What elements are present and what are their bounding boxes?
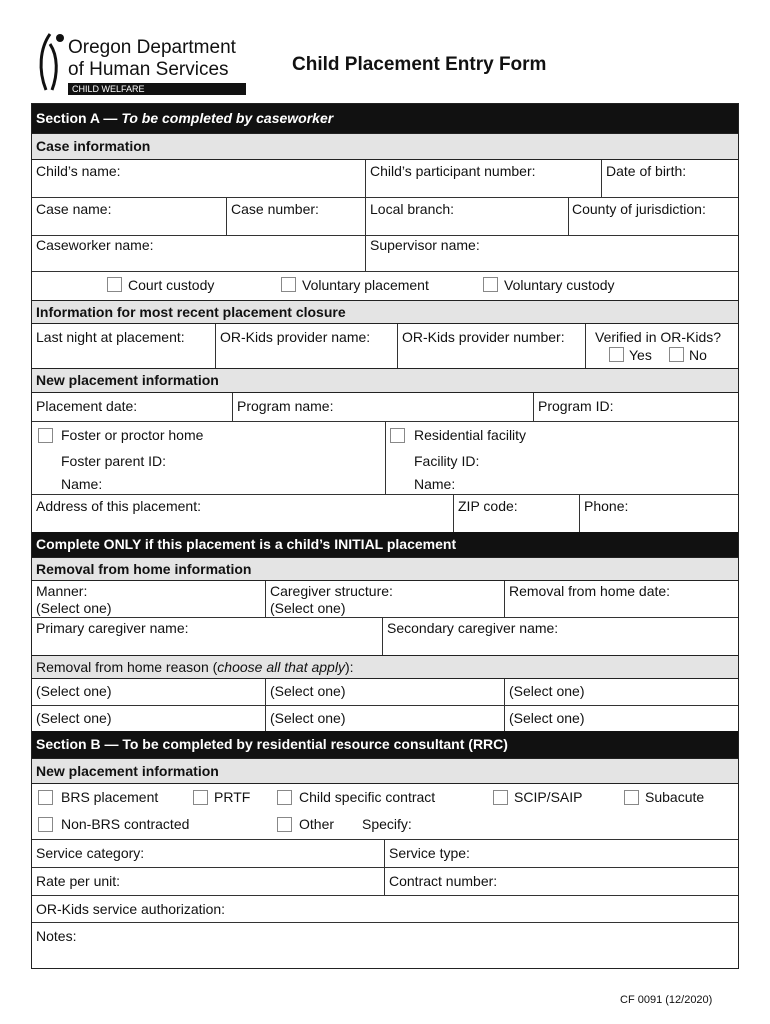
manner-select[interactable]: (Select one): [36, 600, 112, 616]
notes-field[interactable]: Notes:: [36, 928, 77, 944]
program-name-field[interactable]: Program name:: [237, 398, 334, 414]
org-name-line2: of Human Services: [68, 59, 229, 80]
provider-number-field[interactable]: OR-Kids provider number:: [402, 329, 565, 345]
facility-id-field[interactable]: Facility ID:: [414, 453, 480, 469]
divider: [365, 160, 366, 198]
other-checkbox[interactable]: [277, 817, 292, 832]
residential-label: Residential facility: [414, 427, 527, 443]
rate-field[interactable]: Rate per unit:: [36, 873, 121, 889]
reason-select-4[interactable]: (Select one): [36, 710, 112, 726]
prtf-checkbox[interactable]: [193, 790, 208, 805]
closure-heading: Information for most recent placement closure: [32, 300, 738, 324]
foster-parent-id-field[interactable]: Foster parent ID:: [61, 453, 167, 469]
reason-select-3[interactable]: (Select one): [509, 683, 585, 699]
scip-checkbox[interactable]: [493, 790, 508, 805]
divider: [32, 617, 738, 618]
divider: [585, 324, 586, 368]
divider: [32, 271, 738, 272]
scip-label: SCIP/SAIP: [514, 789, 583, 805]
voluntary-custody-checkbox[interactable]: [483, 277, 498, 292]
divider: [504, 581, 505, 617]
divider: [568, 197, 569, 235]
voluntary-placement-checkbox[interactable]: [281, 277, 296, 292]
org-division: CHILD WELFARE: [68, 83, 246, 95]
section-b-header: Section B — To be completed by residential resource consultant (RRC): [32, 731, 738, 758]
address-field[interactable]: Address of this placement:: [36, 498, 201, 514]
divider: [601, 160, 602, 198]
authorization-field[interactable]: OR-Kids service authorization:: [36, 901, 226, 917]
local-branch-field[interactable]: Local branch:: [370, 201, 455, 217]
last-night-field[interactable]: Last night at placement:: [36, 329, 185, 345]
verified-no-label: No: [689, 347, 707, 363]
court-custody-checkbox[interactable]: [107, 277, 122, 292]
divider: [579, 494, 580, 532]
caregiver-structure-select[interactable]: (Select one): [270, 600, 346, 616]
divider: [397, 324, 398, 368]
section-b-heading: New placement information: [32, 758, 738, 784]
supervisor-name-field[interactable]: Supervisor name:: [370, 237, 480, 253]
removal-heading: Removal from home information: [32, 557, 738, 581]
voluntary-custody-label: Voluntary custody: [504, 277, 615, 293]
facility-name-field[interactable]: Name:: [414, 476, 456, 492]
prtf-label: PRTF: [214, 789, 251, 805]
divider: [32, 895, 738, 896]
divider: [365, 235, 366, 271]
child-specific-checkbox[interactable]: [277, 790, 292, 805]
provider-name-field[interactable]: OR-Kids provider name:: [220, 329, 371, 345]
residential-checkbox[interactable]: [390, 428, 405, 443]
divider: [215, 324, 216, 368]
manner-label: Manner:: [36, 583, 88, 599]
divider: [265, 679, 266, 731]
caseworker-name-field[interactable]: Caseworker name:: [36, 237, 154, 253]
phone-field[interactable]: Phone:: [584, 498, 629, 514]
new-placement-heading: New placement information: [32, 368, 738, 393]
service-category-field[interactable]: Service category:: [36, 845, 145, 861]
divider: [226, 197, 227, 235]
divider: [32, 197, 738, 198]
divider: [365, 197, 366, 235]
reason-select-6[interactable]: (Select one): [509, 710, 585, 726]
section-a-title-prefix: Section A —: [36, 110, 122, 126]
non-brs-label: Non-BRS contracted: [61, 816, 190, 832]
foster-name-field[interactable]: Name:: [61, 476, 103, 492]
brs-label: BRS placement: [61, 789, 159, 805]
placement-date-field[interactable]: Placement date:: [36, 398, 138, 414]
reason-select-1[interactable]: (Select one): [36, 683, 112, 699]
verified-yes-label: Yes: [629, 347, 652, 363]
date-of-birth-field[interactable]: Date of birth:: [606, 163, 687, 179]
reason-select-5[interactable]: (Select one): [270, 710, 346, 726]
dhs-logo-icon: [36, 30, 64, 92]
divider: [32, 494, 738, 495]
primary-caregiver-field[interactable]: Primary caregiver name:: [36, 620, 189, 636]
court-custody-label: Court custody: [128, 277, 215, 293]
reason-italic: choose all that apply: [217, 659, 345, 675]
placement-form: [31, 103, 739, 969]
subacute-checkbox[interactable]: [624, 790, 639, 805]
case-name-field[interactable]: Case name:: [36, 201, 112, 217]
divider: [382, 617, 383, 655]
service-type-field[interactable]: Service type:: [389, 845, 470, 861]
childs-name-field[interactable]: Child’s name:: [36, 163, 121, 179]
divider: [32, 922, 738, 923]
child-specific-label: Child specific contract: [299, 789, 436, 805]
divider: [533, 393, 534, 421]
non-brs-checkbox[interactable]: [38, 817, 53, 832]
reason-select-2[interactable]: (Select one): [270, 683, 346, 699]
initial-placement-header: Complete ONLY if this placement is a child’s INITIAL placement: [32, 532, 738, 557]
caregiver-structure-label: Caregiver structure:: [270, 583, 393, 599]
divider: [32, 867, 738, 868]
form-title: Child Placement Entry Form: [292, 54, 547, 75]
form-number: CF 0091 (12/2020): [620, 994, 713, 1006]
section-a-title-italic: To be completed by caseworker: [121, 110, 334, 126]
section-a-header: [32, 104, 738, 133]
program-id-field[interactable]: Program ID:: [538, 398, 614, 414]
reason-prefix: Removal from home reason (: [36, 659, 218, 675]
divider: [385, 421, 386, 494]
verified-label: Verified in OR-Kids?: [595, 329, 722, 345]
removal-reason-heading: [32, 655, 738, 679]
county-field[interactable]: County of jurisdiction:: [572, 201, 706, 217]
zip-field[interactable]: ZIP code:: [458, 498, 518, 514]
specify-field[interactable]: Specify:: [362, 816, 412, 832]
case-number-field[interactable]: Case number:: [231, 201, 319, 217]
case-info-heading: Case information: [32, 133, 738, 160]
removal-date-field[interactable]: Removal from home date:: [509, 583, 671, 599]
verified-no-checkbox[interactable]: [669, 347, 684, 362]
verified-yes-checkbox[interactable]: [609, 347, 624, 362]
divider: [453, 494, 454, 532]
participant-number-field[interactable]: Child’s participant number:: [370, 163, 536, 179]
org-name-line1: Oregon Department: [68, 37, 236, 58]
divider: [32, 839, 738, 840]
foster-home-checkbox[interactable]: [38, 428, 53, 443]
divider: [504, 679, 505, 731]
divider: [32, 235, 738, 236]
divider: [265, 581, 266, 617]
contract-number-field[interactable]: Contract number:: [389, 873, 498, 889]
foster-home-label: Foster or proctor home: [61, 427, 204, 443]
divider: [232, 393, 233, 421]
secondary-caregiver-field[interactable]: Secondary caregiver name:: [387, 620, 559, 636]
brs-checkbox[interactable]: [38, 790, 53, 805]
other-label: Other: [299, 816, 335, 832]
voluntary-placement-label: Voluntary placement: [302, 277, 429, 293]
subacute-label: Subacute: [645, 789, 705, 805]
divider: [32, 705, 738, 706]
reason-suffix: ):: [344, 659, 354, 675]
